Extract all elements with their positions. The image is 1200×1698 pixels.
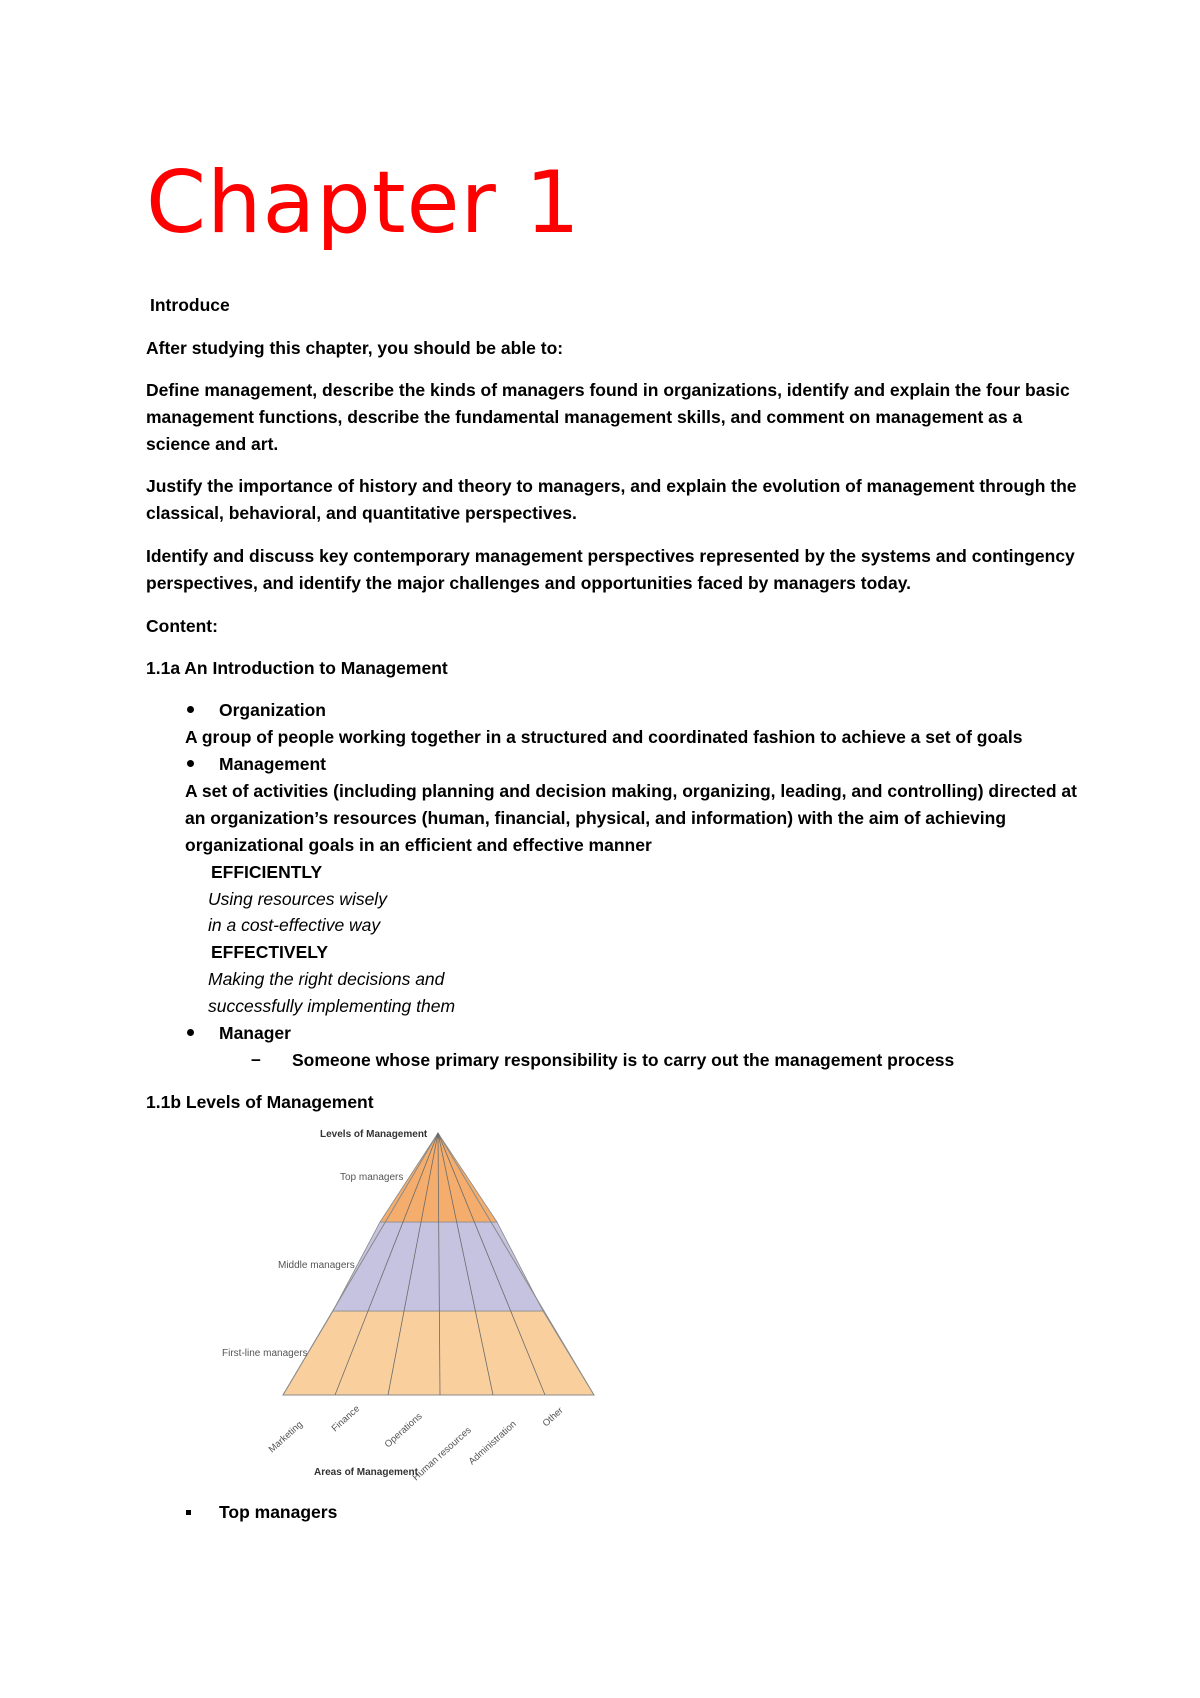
management-definition-line-2: an organization’s resources (human, financial, physical, and information) with the aim of achieving bbox=[185, 808, 1007, 828]
bullet-icon bbox=[187, 1029, 194, 1036]
organization-definition: A group of people working together in a structured and coordinated fashion to achieve a set of goals bbox=[185, 727, 1023, 747]
objective-2: Justify the importance of history and theory to managers, and explain the evolution of management through the classical, behavioral, and quantitative perspectives. bbox=[146, 476, 1077, 523]
level-label-top: Top managers bbox=[340, 1172, 404, 1183]
bullet-icon bbox=[187, 706, 194, 713]
content-label: Content: bbox=[146, 616, 218, 636]
middle-tier bbox=[333, 1222, 543, 1311]
dash-icon: – bbox=[251, 1049, 261, 1069]
top-managers-bullet: Top managers bbox=[219, 1502, 338, 1522]
effectively-label: EFFECTIVELY bbox=[211, 942, 329, 962]
area-label-marketing: Marketing bbox=[266, 1419, 306, 1456]
objective-1: Define management, describe the kinds of managers found in organizations, identify and explain the four basic management functions, describe the fundamental management skills, and comment on management as a science and art. bbox=[146, 380, 1070, 454]
efficiently-line-1: Using resources wisely bbox=[208, 889, 387, 909]
area-label-human-resources: Human resources bbox=[410, 1424, 474, 1484]
introduce-heading: Introduce bbox=[150, 295, 230, 315]
manager-term: Manager bbox=[219, 1023, 291, 1043]
objectives-intro: After studying this chapter, you should be able to: bbox=[146, 338, 564, 358]
level-label-middle: Middle managers bbox=[278, 1260, 355, 1271]
management-term: Management bbox=[219, 754, 326, 774]
effectively-line-1: Making the right decisions and bbox=[208, 969, 445, 989]
area-label-other: Other bbox=[540, 1405, 566, 1430]
manager-definition: Someone whose primary responsibility is to carry out the management process bbox=[292, 1050, 955, 1070]
first-line-tier bbox=[283, 1311, 594, 1395]
efficiently-label: EFFICIENTLY bbox=[211, 862, 323, 882]
section-1a-heading: 1.1a An Introduction to Management bbox=[146, 658, 448, 678]
area-label-operations: Operations bbox=[382, 1410, 425, 1451]
diagram-title: Levels of Management bbox=[320, 1129, 428, 1140]
management-definition-line-1: A set of activities (including planning and decision making, organizing, leading, and controlling) directed at bbox=[185, 781, 1077, 801]
section-1b-heading: 1.1b Levels of Management bbox=[146, 1092, 374, 1112]
efficiently-line-2: in a cost-effective way bbox=[208, 915, 381, 935]
area-label-finance: Finance bbox=[329, 1403, 363, 1435]
bullet-icon bbox=[187, 760, 194, 767]
chapter-title: Chapter 1 bbox=[146, 153, 581, 253]
organization-term: Organization bbox=[219, 700, 326, 720]
bullet-icon bbox=[186, 1510, 191, 1515]
effectively-line-2: successfully implementing them bbox=[208, 996, 456, 1016]
management-definition-line-3: organizational goals in an efficient and effective manner bbox=[185, 835, 652, 855]
levels-of-management-diagram bbox=[210, 1125, 610, 1485]
level-label-first: First-line managers bbox=[222, 1348, 308, 1359]
areas-title: Areas of Management bbox=[314, 1467, 418, 1478]
objective-3: Identify and discuss key contemporary management perspectives represented by the systems and contingency perspectives, and identify the major challenges and opportunities faced by managers today. bbox=[146, 546, 1075, 593]
area-label-administration: Administration bbox=[466, 1418, 519, 1468]
